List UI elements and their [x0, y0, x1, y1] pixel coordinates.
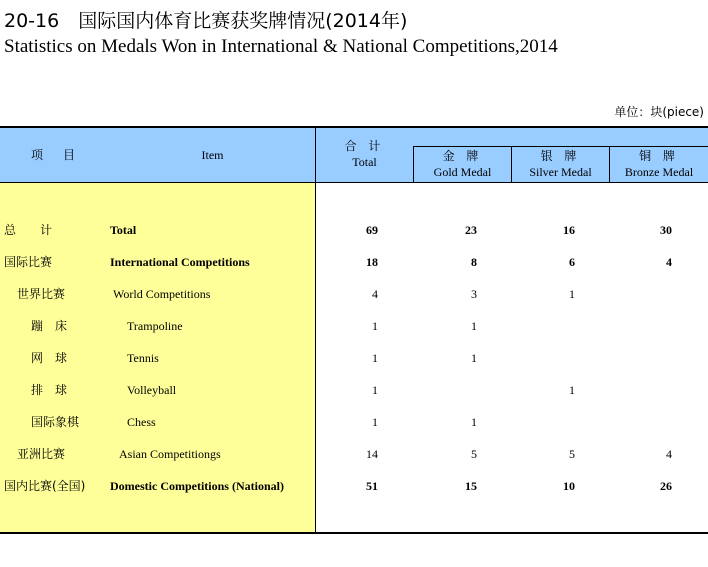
cell-total: 14: [366, 447, 378, 461]
unit-label: 单位：块(piece): [614, 105, 704, 119]
cell-silver: 1: [569, 287, 575, 301]
row-label-cn: 亚洲比赛: [17, 447, 66, 461]
row-label-cn: 网 球: [31, 351, 68, 365]
row-label-en: International Competitions: [110, 255, 250, 269]
table-top-rule: [0, 126, 708, 128]
table-row-trampoline: [0, 316, 708, 336]
cell-total: 1: [372, 415, 378, 429]
cell-total: 1: [372, 319, 378, 333]
cell-total: 69: [366, 223, 378, 237]
table-row-world: [0, 284, 708, 304]
row-label-cn: 排 球: [31, 383, 68, 397]
cell-total: 51: [366, 479, 378, 493]
cell-bronze: 4: [666, 447, 672, 461]
cell-total: 1: [372, 383, 378, 397]
row-label-cn: 总 计: [4, 223, 53, 237]
row-label-en: World Competitions: [113, 287, 211, 301]
row-label-en: Volleyball: [127, 383, 177, 397]
cell-total: 4: [372, 287, 378, 301]
table-row-domestic: [0, 476, 708, 496]
medal-group-rule: [413, 146, 708, 147]
row-label-en: Tennis: [127, 351, 159, 365]
table-bottom-rule: [0, 532, 708, 534]
cell-silver: 1: [569, 383, 575, 397]
row-label-en: Asian Competitiongs: [119, 447, 221, 461]
row-label-cn: 国际比赛: [4, 255, 53, 269]
header-silver: 银 牌 Silver Medal: [529, 149, 592, 179]
cell-silver: 16: [563, 223, 575, 237]
cell-total: 1: [372, 351, 378, 365]
cell-total: 18: [366, 255, 378, 269]
header-bottom-rule: [0, 182, 708, 183]
row-label-cn: 国内比赛(全国): [4, 479, 86, 493]
row-label-cn: 蹦 床: [31, 319, 68, 333]
row-label-cn: 国际象棋: [31, 415, 80, 429]
row-label-en: Chess: [127, 415, 156, 429]
page-title-en: Statistics on Medals Won in International & National Competitions,2014: [4, 36, 558, 57]
cell-bronze: 26: [660, 479, 672, 493]
row-label-cn: 世界比赛: [17, 287, 66, 301]
row-label-en: Trampoline: [127, 319, 183, 333]
table-row-tennis: [0, 348, 708, 368]
cell-silver: 5: [569, 447, 575, 461]
cell-gold: 1: [471, 319, 477, 333]
cell-gold: 23: [465, 223, 477, 237]
cell-gold: 3: [471, 287, 477, 301]
table-row-total: [0, 220, 708, 240]
table-row-asian: [0, 444, 708, 464]
cell-gold: 15: [465, 479, 477, 493]
table-row-international: [0, 252, 708, 272]
table-row-chess: [0, 412, 708, 432]
header-bronze: 铜 牌 Bronze Medal: [624, 149, 694, 179]
page-title-cn: 20-16 国际国内体育比赛获奖牌情况(2014年): [4, 10, 408, 32]
header-item-cn: 项 目: [30, 148, 79, 162]
header-total: 合 计 Total: [344, 139, 385, 169]
header-gold: 金 牌 Gold Medal: [433, 149, 492, 179]
cell-bronze: 4: [666, 255, 672, 269]
header-item-en: Item: [201, 148, 224, 162]
cell-gold: 5: [471, 447, 477, 461]
row-label-en: Domestic Competitions (National): [110, 479, 284, 493]
cell-silver: 6: [569, 255, 575, 269]
cell-bronze: 30: [660, 223, 672, 237]
cell-gold: 1: [471, 351, 477, 365]
cell-gold: 8: [471, 255, 477, 269]
cell-silver: 10: [563, 479, 575, 493]
row-label-en: Total: [110, 223, 137, 237]
table-row-volleyball: [0, 380, 708, 400]
cell-gold: 1: [471, 415, 477, 429]
